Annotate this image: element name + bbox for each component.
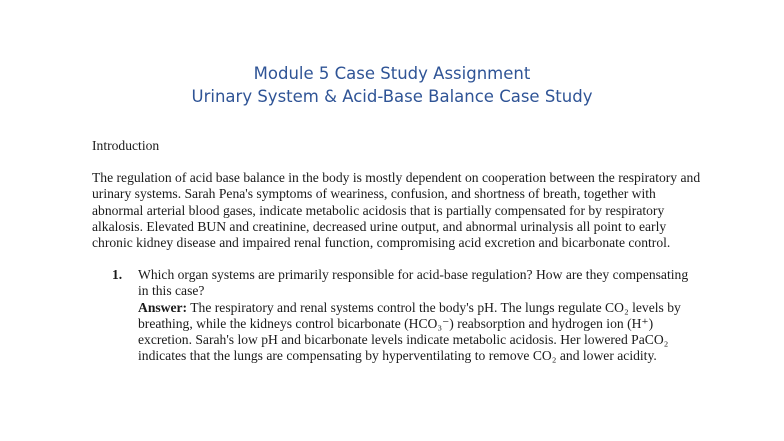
introduction-paragraph: The regulation of acid base balance in the body is mostly dependent on cooperation between the respiratory and urinary systems. Sarah Pena's symptoms of weariness, confusion, and shortness of breath, together with abnormal arterial blood gases, indicate metabolic acidosis that is partially compensated for by respiratory alkalosis. Elevated BUN and creatinine, decreased urine output, and abnormal urinalysis all point to early chronic kidney disease and impaired renal function, compromising acid excretion and bicarbonate control.	[92, 170, 701, 251]
introduction-heading: Introduction	[92, 138, 160, 153]
document-body	[92, 138, 702, 364]
question-text: Which organ systems are primarily responsible for acid-base regulation? How are they compensating in this case?	[138, 267, 689, 299]
title-line-case-study: Urinary System & Acid-Base Balance Case Study	[191, 87, 593, 106]
answer-label: Answer:	[138, 299, 188, 315]
question-item-1	[92, 267, 702, 364]
title-line-module: Module 5 Case Study Assignment	[253, 64, 531, 83]
answer-text: The respiratory and renal systems control the body's pH. The lungs regulate CO₂ levels by breathing, while the kidneys control bicarbonate (HCO₃⁻) reabsorption and hydrogen ion (H⁺) excretion. Sarah's low pH and bicarbonate levels indicate metabolic acidosis. Her lowered PaCO₂ indicates that the lungs are compensating by hyperventilating to remove CO₂ and lower acidity.	[138, 299, 681, 364]
question-list	[92, 267, 702, 364]
question-number: 1.	[112, 267, 123, 283]
document-title	[0, 62, 784, 108]
